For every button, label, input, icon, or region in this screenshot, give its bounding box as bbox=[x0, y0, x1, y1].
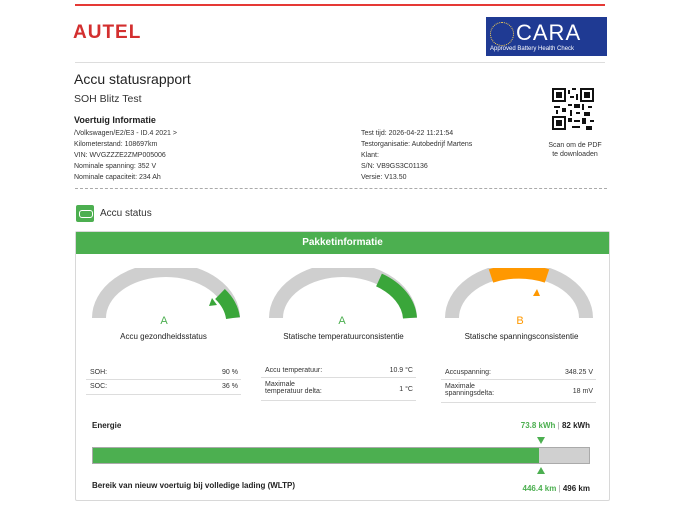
soh-row bbox=[90, 369, 238, 379]
vehicle-vin: VIN: WVGZZZE2ZMP005006 bbox=[74, 152, 166, 159]
report-subtitle: SOH Blitz Test bbox=[74, 93, 142, 105]
metric-divider bbox=[86, 379, 241, 380]
range-separator: | bbox=[556, 484, 563, 493]
temperature-delta-key-line1: Maximale bbox=[265, 381, 295, 388]
test-time: Test tijd: 2026-04-22 11:21:54 bbox=[361, 130, 454, 137]
health-grade: A bbox=[160, 315, 168, 327]
autel-logo: AUTEL bbox=[73, 22, 142, 43]
soc-key: SOC: bbox=[90, 383, 108, 390]
cara-title: CARA bbox=[516, 20, 582, 45]
soh-value: 90 % bbox=[222, 369, 238, 376]
pack-voltage-value: 348.25 V bbox=[564, 369, 593, 376]
soh-key: SOH: bbox=[90, 369, 108, 376]
pack-voltage-key: Accuspanning: bbox=[445, 369, 491, 376]
voltage-grade: B bbox=[516, 315, 524, 327]
temperature-key: Accu temperatuur: bbox=[265, 367, 323, 374]
qr-caption-line2: te downloaden bbox=[552, 151, 598, 158]
eu-stars-icon bbox=[490, 22, 514, 46]
battery-icon bbox=[76, 205, 94, 222]
soc-value: 36 % bbox=[222, 383, 238, 390]
voltage-delta-key-line2: spanningsdelta: bbox=[445, 390, 495, 397]
report-page bbox=[60, 0, 610, 514]
temperature-delta-value: 1 °C bbox=[399, 386, 413, 393]
panel-header: Pakketinformatie bbox=[76, 232, 609, 254]
temperature-row bbox=[265, 367, 413, 377]
vehicle-nominal-capacity: Nominale capaciteit: 234 Ah bbox=[74, 174, 161, 181]
section-divider bbox=[75, 188, 607, 189]
header-divider bbox=[75, 62, 605, 63]
metric-divider bbox=[261, 377, 416, 378]
range-values bbox=[490, 484, 590, 493]
range-total: 496 km bbox=[562, 484, 590, 493]
energy-values bbox=[490, 421, 590, 430]
temperature-label: Statische temperatuurconsistentie bbox=[283, 332, 404, 341]
voltage-label: Statische spanningsconsistentie bbox=[464, 332, 579, 341]
report-title: Accu statusrapport bbox=[74, 71, 191, 87]
vehicle-model: /Volkswagen/E2/E3 - ID.4 2021 > bbox=[74, 130, 177, 137]
range-label: Bereik van nieuw voertuig bij volledige lading (WLTP) bbox=[92, 481, 295, 490]
vehicle-info-heading: Voertuig Informatie bbox=[74, 115, 156, 125]
temperature-grade: A bbox=[338, 315, 346, 327]
temperature-delta-row bbox=[265, 381, 413, 399]
qr-caption-line1: Scan om de PDF bbox=[548, 142, 602, 149]
software-version: Versie: V13.50 bbox=[361, 174, 407, 181]
voltage-delta-key bbox=[445, 383, 494, 397]
metric-divider bbox=[441, 379, 596, 380]
temperature-value: 10.9 °C bbox=[389, 367, 413, 374]
energy-bar-fill bbox=[93, 448, 539, 463]
energy-current: 73.8 kWh bbox=[520, 421, 556, 430]
cara-subtitle: Approved Battery Health Check bbox=[490, 46, 575, 52]
range-current: 446.4 km bbox=[522, 484, 557, 493]
energy-separator: | bbox=[555, 421, 562, 430]
qr-caption bbox=[530, 141, 620, 159]
metric-divider bbox=[441, 402, 596, 403]
voltage-delta-value: 18 mV bbox=[572, 388, 593, 395]
energy-total: 82 kWh bbox=[561, 421, 590, 430]
health-label: Accu gezondheidsstatus bbox=[120, 332, 207, 341]
accu-status-title: Accu status bbox=[100, 208, 152, 219]
cara-badge bbox=[486, 17, 607, 56]
energy-bar bbox=[92, 447, 590, 464]
energy-marker-icon bbox=[537, 437, 545, 444]
serial-number: S/N: VB9GS3C01136 bbox=[361, 163, 428, 170]
customer: Klant: bbox=[361, 152, 379, 159]
metric-divider bbox=[86, 394, 241, 395]
pack-voltage-row bbox=[445, 369, 593, 379]
temperature-delta-key bbox=[265, 381, 322, 395]
voltage-delta-key-line1: Maximale bbox=[445, 383, 475, 390]
temperature-delta-key-line2: temperatuur delta: bbox=[265, 388, 322, 395]
metric-divider bbox=[261, 400, 416, 401]
range-marker-icon bbox=[537, 467, 545, 474]
test-organisation: Testorganisatie: Autobedrijf Martens bbox=[361, 141, 473, 148]
voltage-delta-row bbox=[445, 383, 593, 401]
energy-label: Energie bbox=[92, 421, 122, 430]
qr-code-icon[interactable] bbox=[552, 88, 594, 130]
soc-row bbox=[90, 383, 238, 393]
top-red-rule bbox=[75, 4, 605, 6]
vehicle-mileage: Kilometerstand: 108697km bbox=[74, 141, 158, 148]
vehicle-nominal-voltage: Nominale spanning: 352 V bbox=[74, 163, 157, 170]
